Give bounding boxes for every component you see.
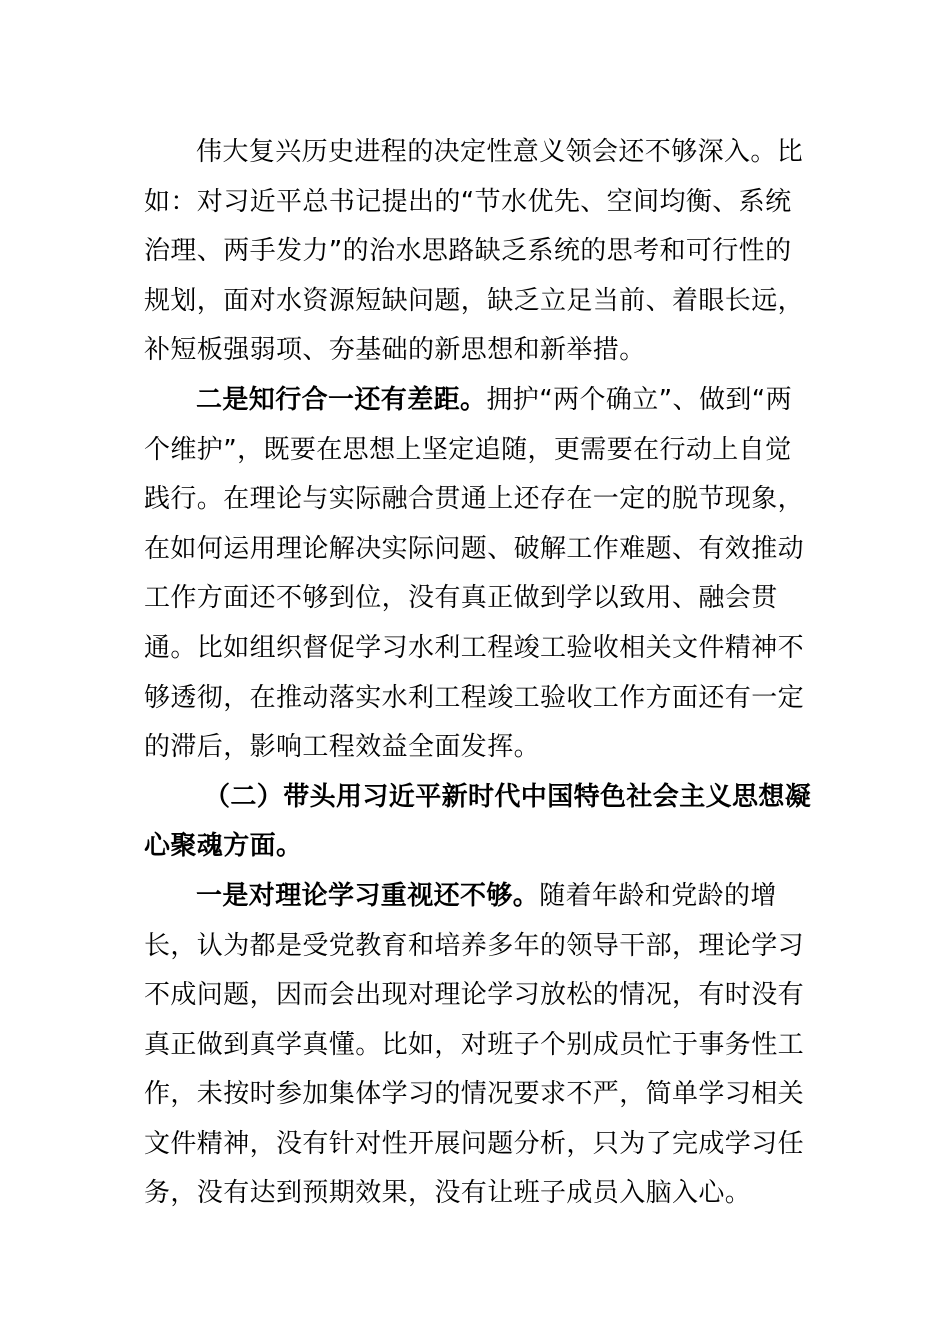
paragraph-lead: 二是知行合一还有差距。 [196,384,487,415]
paragraph-theory-study [144,872,814,1219]
paragraph-lead: 一是对理论学习重视还不够。 [196,880,540,911]
section-heading: （二）带头用习近平新时代中国特色社会主义思想凝心聚魂方面。 [144,781,812,862]
paragraph-text: 随着年龄和党龄的增长，认为都是受党教育和培养多年的领导干部，理论学习不成问题，因而会出现对理论学习放松的情况，有时没有真正做到真学真懂。比如，对班子个别成员忙于事务性工作，未按时参加集体学习的情况要求不严，简单学习相关文件精神，没有针对性开展问题分析，只为了完成学习任务，没有达到预期效果，没有让班子成员入脑入心。 [144,880,805,1209]
paragraph-continuation [144,128,814,376]
paragraph-text: 拥护“两个确立”、做到“两个维护”，既要在思想上坚定追随，更需要在行动上自觉践行。在理论与实际融合贯通上还存在一定的脱节现象，在如何运用理论解决实际问题、破解工作难题、有效推动工作方面还不够到位，没有真正做到学以致用、融会贯通。比如组织督促学习水利工程竣工验收相关文件精神不够透彻，在推动落实水利工程竣工验收工作方面还有一定的滞后，影响工程效益全面发挥。 [144,384,805,763]
document-body [144,128,814,1219]
paragraph-text: 伟大复兴历史进程的决定性意义领会还不够深入。比如：对习近平总书记提出的“节水优先、空间均衡、系统治理、两手发力”的治水思路缺乏系统的思考和可行性的规划，面对水资源短缺问题，缺乏立足当前、着眼长远，补短板强弱项、夯基础的新思想和新举措。 [144,137,805,366]
paragraph-knowledge-action [144,376,814,773]
